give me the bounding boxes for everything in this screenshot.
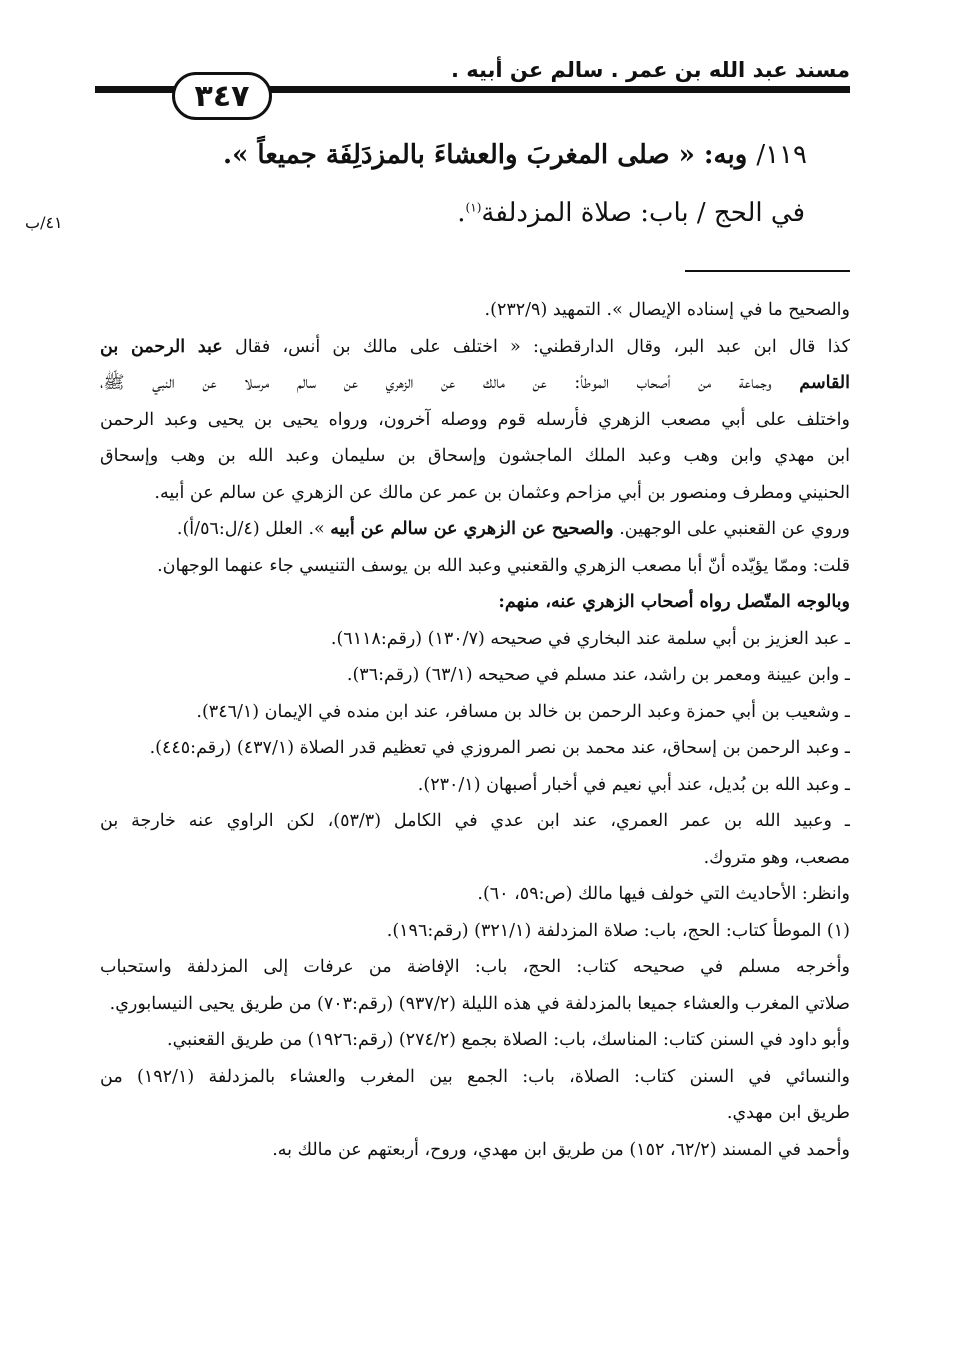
note-line: ـ وابن عيينة ومعمر بن راشد، عند مسلم في صحيحه (٦٣/١) (رقم:٣٦). bbox=[346, 665, 850, 685]
footnote-rule bbox=[685, 270, 850, 272]
note-line: (١) الموطأ كتاب: الحج، باب: صلاة المزدلفة (٣٢١/١) (رقم:١٩٦). bbox=[386, 920, 850, 941]
note-line: صلاتي المغرب والعشاء جميعا بالمزدلفة في هذه الليلة (٩٣٧/٢) (رقم:٧٠٣) من طريق يحيى النيسابوري. bbox=[109, 993, 850, 1014]
margin-folio-note: ٤١/ب bbox=[25, 213, 63, 232]
note-line: وأبو داود في السنن كتاب: المناسك، باب: الصلاة بجمع (٢٧٤/٢) (رقم:١٩٢٦) من طريق القعنبي. bbox=[167, 1030, 850, 1050]
running-header: مسند عبد الله بن عمر . سالم عن أبيه . bbox=[450, 58, 850, 82]
note-line bbox=[100, 365, 850, 402]
note-line: وأحمد في المسند (٦٢/٢، ١٥٢) من طريق ابن مهدي، وروح، أربعتهم عن مالك به. bbox=[272, 1139, 850, 1160]
chapter-end: . bbox=[457, 198, 466, 228]
footnote-ref: (١) bbox=[465, 200, 482, 215]
note-text: ». العلل (٤/ل:٥٦/أ). bbox=[176, 519, 331, 539]
note-text: وروي عن القعنبي على الوجهين. bbox=[613, 519, 850, 539]
note-line: ابن مهدي وابن وهب وعبد الملك الماجشون وإسحاق بن سليمان وعبد الله بن وهب وإسحاق bbox=[100, 446, 850, 466]
note-line: ـ عبد العزيز بن أبي سلمة عند البخاري في صحيحه (١٣٠/٧) (رقم:٦١١٨). bbox=[330, 628, 850, 649]
note-line bbox=[100, 329, 850, 366]
note-line: مصعب، وهو متروك. bbox=[703, 847, 850, 868]
note-line: ـ وعبد الرحمن بن إسحاق، عند محمد بن نصر المروزي في تعظيم قدر الصلاة (٤٣٧/١) (رقم:٤٤٥). bbox=[149, 738, 850, 758]
note-line: وانظر: الأحاديث التي خولف فيها مالك (ص:٥٩، ٦٠). bbox=[477, 884, 850, 904]
note-line: واختلف على أبي مصعب الزهري فأرسله قوم ووصله آخرون، ورواه يحيى بن يحيى وعبد الرحمن bbox=[100, 409, 850, 430]
note-line: والنسائي في السنن كتاب: الصلاة، باب: الجمع بين المغرب والعشاء بالمزدلفة (١٩٢/١) من bbox=[100, 1066, 850, 1087]
note-line: ـ وعبد الله بن بُديل، عند أبي نعيم في أخبار أصبهان (٢٣٠/١). bbox=[417, 774, 850, 795]
note-line: قلت: وممّا يؤيّده أنّ أبا مصعب الزهري والقعنبي وعبد الله بن يوسف التنيسي جاء عنهما الوجهان. bbox=[157, 555, 850, 576]
note-text: وجماعة من أصحاب الموطأ: عن مالك عن الزهري عن سالم مرسلا عن النبي ﷺ، bbox=[100, 373, 800, 393]
note-line: الحنيني ومطرف ومنصور بن أبي مزاحم وعثمان بن عمر عن مالك عن الزهري عن سالم عن أبيه. bbox=[154, 482, 850, 503]
note-line: طريق ابن مهدي. bbox=[726, 1103, 850, 1123]
hadith-matn: « صلى المغربَ والعشاءَ بالمزدَلِفَة جميعاً ». bbox=[223, 140, 695, 170]
hadith-text bbox=[87, 140, 807, 170]
note-bold: القاسم bbox=[799, 373, 850, 393]
hadith-lead: وبه: bbox=[703, 140, 748, 170]
note-bold: وبالوجه المتّصل رواه أصحاب الزهري عنه، منهم: bbox=[498, 592, 850, 612]
page-number: ٣٤٧ bbox=[194, 78, 250, 114]
note-line: وأخرجه مسلم في صحيحه كتاب: الحج، باب: الإفاضة من عرفات إلى المزدلفة واستحباب bbox=[100, 957, 850, 977]
page-number-badge bbox=[172, 72, 272, 120]
chapter-title: في الحج / باب: صلاة المزدلفة bbox=[481, 198, 805, 228]
footnotes-block bbox=[100, 292, 850, 1168]
note-line: والصحيح ما في إسناده الإيصال ». التمهيد (٢٣٢/٩). bbox=[484, 300, 850, 320]
note-bold: عبد الرحمن بن bbox=[100, 336, 223, 357]
chapter-line bbox=[205, 198, 805, 228]
note-line: ـ وشعيب بن أبي حمزة وعبد الرحمن بن خالد بن مسافر، عند ابن منده في الإيمان (٣٤٦/١). bbox=[196, 701, 850, 722]
note-text: كذا قال ابن عبد البر، وقال الدارقطني: « اختلف على مالك بن أنس، فقال bbox=[222, 336, 850, 357]
hadith-number: ١١٩/ bbox=[756, 140, 807, 170]
note-bold: والصحيح عن الزهري عن سالم عن أبيه bbox=[330, 519, 614, 539]
note-line bbox=[100, 511, 850, 548]
note-line bbox=[100, 584, 850, 621]
note-line: ـ وعبيد الله بن عمر العمري، عند ابن عدي في الكامل (٥٣/٣)، لكن الراوي عنه خارجة بن bbox=[100, 811, 850, 831]
